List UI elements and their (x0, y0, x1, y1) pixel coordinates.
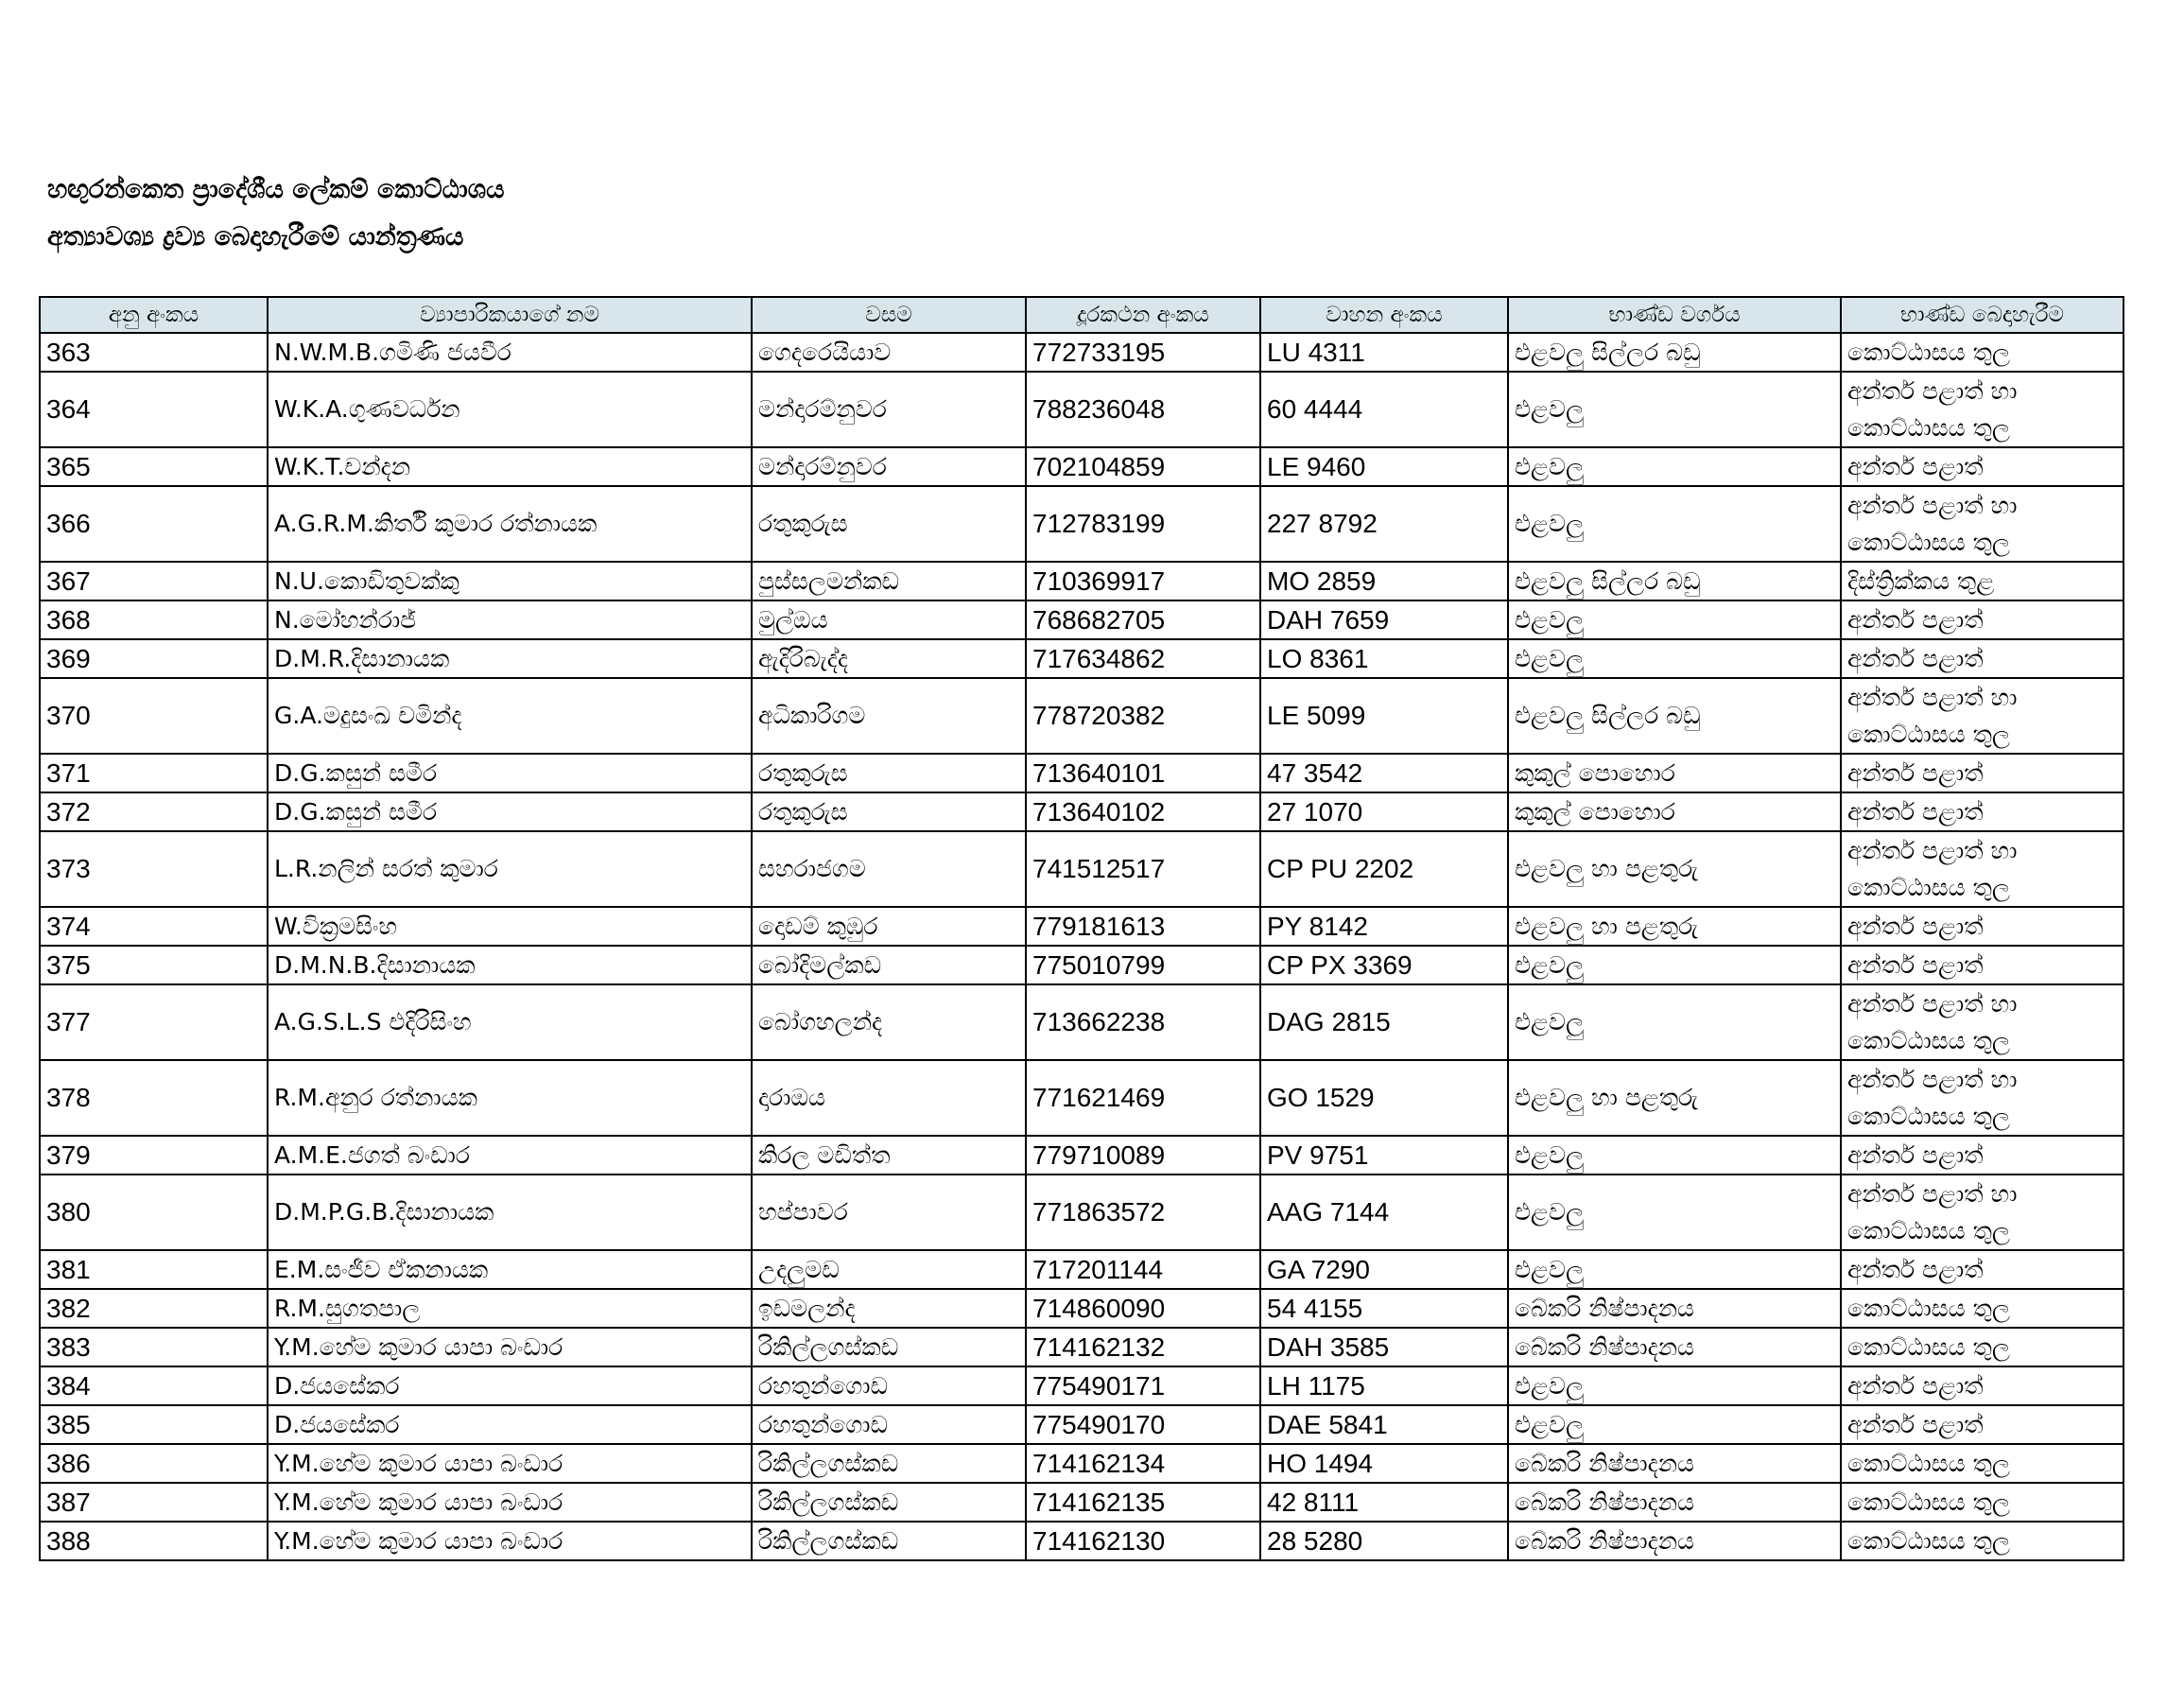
phone-cell: 714162130 (1026, 1522, 1260, 1560)
table-row (40, 372, 2123, 447)
table-row (40, 1289, 2123, 1328)
column-header-trader-name: ව්‍යාපාරිකයාගේ නම (268, 297, 752, 333)
table-header (40, 297, 2123, 333)
table-row (40, 1136, 2123, 1175)
vehicle-cell: CP PU 2202 (1260, 831, 1508, 907)
goods-type-cell: එළවලු (1508, 486, 1841, 562)
area-cell: සහරාජගම (752, 831, 1026, 907)
goods-type-cell: කුකුල් පොහොර (1508, 754, 1841, 792)
distribution-line: අන්තර් පළාත් හා (1847, 1180, 2018, 1208)
area-cell: උදලුමඩ (752, 1250, 1026, 1289)
area-cell: දොඩම් කුඹුර (752, 907, 1026, 946)
serial-no-cell: 363 (40, 333, 268, 372)
trader-name-cell: N.W.M.B.ගමිණි ජයවීර (268, 333, 752, 372)
distribution-line: කොට්ඨාසය තුල (1847, 1527, 2010, 1555)
trader-name-cell: D.M.P.G.B.දිසානායක (268, 1175, 752, 1250)
phone-cell: 714162135 (1026, 1483, 1260, 1522)
goods-type-cell: බේකරි නිෂ්පාදනය (1508, 1522, 1841, 1560)
phone-cell: 741512517 (1026, 831, 1260, 907)
distribution-cell (1841, 1366, 2123, 1405)
trader-name-cell: Y.M.හේම කුමාර යාපා බංඩාර (268, 1444, 752, 1483)
trader-name-cell: D.M.R.දිසානායක (268, 639, 752, 678)
table-row (40, 333, 2123, 372)
phone-cell: 717201144 (1026, 1250, 1260, 1289)
goods-type-cell: එළවලු (1508, 372, 1841, 447)
trader-name-cell: Y.M.හේම කුමාර යාපා බංඩාර (268, 1483, 752, 1522)
distribution-cell (1841, 984, 2123, 1060)
column-header-serial-no: අනු අංකය (40, 297, 268, 333)
goods-type-cell: එළවලු (1508, 600, 1841, 639)
serial-no-cell: 377 (40, 984, 268, 1060)
serial-no-cell: 374 (40, 907, 268, 946)
trader-name-cell: W.K.A.ගුණවර්ධන (268, 372, 752, 447)
distribution-line: අන්තර් පළාත් හා (1847, 684, 2018, 711)
trader-name-cell: D.M.N.B.දිසානායක (268, 946, 752, 984)
distribution-line: අන්තර් පළාත් හා (1847, 990, 2018, 1018)
table-row (40, 984, 2123, 1060)
serial-no-cell: 368 (40, 600, 268, 639)
vehicle-cell: LH 1175 (1260, 1366, 1508, 1405)
distribution-line: කොට්ඨාසය තුල (1847, 1103, 2010, 1130)
serial-no-cell: 378 (40, 1060, 268, 1136)
distribution-cell (1841, 678, 2123, 754)
serial-no-cell: 370 (40, 678, 268, 754)
table-row (40, 600, 2123, 639)
serial-no-cell: 380 (40, 1175, 268, 1250)
distribution-line: කොට්ඨාසය තුල (1847, 721, 2010, 748)
serial-no-cell: 388 (40, 1522, 268, 1560)
goods-type-cell: එළවලු (1508, 1136, 1841, 1175)
table-row (40, 1175, 2123, 1250)
distribution-line: අන්තර් පළාත් (1847, 1256, 1984, 1283)
trader-name-cell: W.K.T.චන්දන (268, 447, 752, 486)
distribution-line: අන්තර් පළාත් (1847, 453, 1984, 480)
table-body (40, 333, 2123, 1560)
distribution-cell (1841, 1328, 2123, 1366)
area-cell: රිකිල්ලගස්කඩ (752, 1483, 1026, 1522)
distribution-line: කොට්ඨාසය තුල (1847, 874, 2010, 901)
goods-type-cell: එළවලු (1508, 1175, 1841, 1250)
goods-type-cell: එළවලු හා පළතුරු (1508, 907, 1841, 946)
area-cell: දාරාඔය (752, 1060, 1026, 1136)
area-cell: රතුකුරුස (752, 792, 1026, 831)
distribution-line: කොට්ඨාසය තුල (1847, 339, 2010, 366)
phone-cell: 717634862 (1026, 639, 1260, 678)
trader-name-cell: G.A.මදුසංඛ චමින්ද (268, 678, 752, 754)
goods-type-cell: එළවලු සිල්ලර බඩු (1508, 678, 1841, 754)
vehicle-cell: GO 1529 (1260, 1060, 1508, 1136)
serial-no-cell: 365 (40, 447, 268, 486)
table-row (40, 1060, 2123, 1136)
trader-name-cell: D.G.කසුන් සමීර (268, 792, 752, 831)
area-cell: හප්පාවර (752, 1175, 1026, 1250)
area-cell: රිකිල්ලගස්කඩ (752, 1444, 1026, 1483)
distribution-line: අන්තර් පළාත් හා (1847, 492, 2018, 519)
vehicle-cell: HO 1494 (1260, 1444, 1508, 1483)
area-cell: ඉඩමලන්ද (752, 1289, 1026, 1328)
table-row (40, 1366, 2123, 1405)
trader-name-cell: R.M.අනුර රත්නායක (268, 1060, 752, 1136)
distribution-cell (1841, 1250, 2123, 1289)
goods-type-cell: එළවලු (1508, 447, 1841, 486)
vehicle-cell: 42 8111 (1260, 1483, 1508, 1522)
distribution-cell (1841, 639, 2123, 678)
vehicle-cell: DAG 2815 (1260, 984, 1508, 1060)
distribution-cell (1841, 1175, 2123, 1250)
vehicle-cell: 54 4155 (1260, 1289, 1508, 1328)
distribution-cell (1841, 562, 2123, 600)
distribution-cell (1841, 486, 2123, 562)
area-cell: රතුකුරුස (752, 486, 1026, 562)
phone-cell: 714860090 (1026, 1289, 1260, 1328)
area-cell: රහතුන්ගොඩ (752, 1405, 1026, 1444)
distribution-line: කොට්ඨාසය තුල (1847, 1488, 2010, 1516)
vehicle-cell: DAH 7659 (1260, 600, 1508, 639)
phone-cell: 713640102 (1026, 792, 1260, 831)
area-cell: මුල්ඔය (752, 600, 1026, 639)
goods-type-cell: කුකුල් පොහොර (1508, 792, 1841, 831)
distribution-cell (1841, 1405, 2123, 1444)
table-row (40, 1444, 2123, 1483)
distribution-line: කොට්ඨාසය තුල (1847, 1027, 2010, 1054)
serial-no-cell: 371 (40, 754, 268, 792)
serial-no-cell: 386 (40, 1444, 268, 1483)
phone-cell: 775490170 (1026, 1405, 1260, 1444)
table-row (40, 486, 2123, 562)
goods-type-cell: එළවලු (1508, 1250, 1841, 1289)
distribution-line: අන්තර් පළාත් හා (1847, 377, 2018, 405)
phone-cell: 788236048 (1026, 372, 1260, 447)
distribution-cell (1841, 831, 2123, 907)
area-cell: රිකිල්ලගස්කඩ (752, 1328, 1026, 1366)
column-header-goods-type: භාණ්ඩ වර්ගය (1508, 297, 1841, 333)
distribution-line: අන්තර් පළාත් හා (1847, 1066, 2018, 1093)
table-row (40, 1328, 2123, 1366)
vehicle-cell: PY 8142 (1260, 907, 1508, 946)
goods-type-cell: එළවලු (1508, 1366, 1841, 1405)
trader-name-cell: D.ජයසේකර (268, 1366, 752, 1405)
phone-cell: 779181613 (1026, 907, 1260, 946)
phone-cell: 714162132 (1026, 1328, 1260, 1366)
serial-no-cell: 373 (40, 831, 268, 907)
trader-name-cell: L.R.නලින් සරත් කුමාර (268, 831, 752, 907)
goods-type-cell: බේකරි නිෂ්පාදනය (1508, 1289, 1841, 1328)
table-row (40, 562, 2123, 600)
trader-name-cell: A.G.R.M.කිර්ති කුමාර රත්නායක (268, 486, 752, 562)
column-header-area: වසම (752, 297, 1026, 333)
distribution-line: කොට්ඨාසය තුල (1847, 529, 2010, 556)
distribution-cell (1841, 1289, 2123, 1328)
table-row (40, 678, 2123, 754)
trader-name-cell: D.ජයසේකර (268, 1405, 752, 1444)
distribution-line: අන්තර් පළාත් (1847, 606, 1984, 634)
area-cell: පුස්සලමන්කඩ (752, 562, 1026, 600)
table-row (40, 1405, 2123, 1444)
goods-type-cell: බේකරි නිෂ්පාදනය (1508, 1328, 1841, 1366)
phone-cell: 771863572 (1026, 1175, 1260, 1250)
vehicle-cell: LE 9460 (1260, 447, 1508, 486)
phone-cell: 768682705 (1026, 600, 1260, 639)
table-row (40, 946, 2123, 984)
table-row (40, 1250, 2123, 1289)
serial-no-cell: 366 (40, 486, 268, 562)
distribution-cell (1841, 754, 2123, 792)
area-cell: ඇදිරිබැද්ද (752, 639, 1026, 678)
vehicle-cell: LE 5099 (1260, 678, 1508, 754)
phone-cell: 713662238 (1026, 984, 1260, 1060)
table-row (40, 907, 2123, 946)
phone-cell: 713640101 (1026, 754, 1260, 792)
trader-name-cell: N.U.කොඩිතුවක්කු (268, 562, 752, 600)
goods-type-cell: එළවලු සිල්ලර බඩු (1508, 562, 1841, 600)
goods-type-cell: එළවලු (1508, 984, 1841, 1060)
distribution-line: කොට්ඨාසය තුල (1847, 1450, 2010, 1477)
trader-name-cell: D.G.කසුන් සමීර (268, 754, 752, 792)
phone-cell: 771621469 (1026, 1060, 1260, 1136)
serial-no-cell: 379 (40, 1136, 268, 1175)
distribution-cell (1841, 1483, 2123, 1522)
phone-cell: 714162134 (1026, 1444, 1260, 1483)
distribution-line: අන්තර් පළාත් (1847, 913, 1984, 940)
area-cell: අධිකාරිගම (752, 678, 1026, 754)
serial-no-cell: 383 (40, 1328, 268, 1366)
goods-type-cell: එළවලු (1508, 1405, 1841, 1444)
area-cell: කිරල මඩිත්ත (752, 1136, 1026, 1175)
table-row (40, 754, 2123, 792)
distribution-cell (1841, 600, 2123, 639)
distribution-cell (1841, 1060, 2123, 1136)
area-cell: බෝදිමල්කඩ (752, 946, 1026, 984)
vehicle-cell: GA 7290 (1260, 1250, 1508, 1289)
phone-cell: 710369917 (1026, 562, 1260, 600)
distribution-line: අන්තර් පළාත් (1847, 1372, 1984, 1400)
phone-cell: 772733195 (1026, 333, 1260, 372)
distribution-cell (1841, 1136, 2123, 1175)
table-row (40, 447, 2123, 486)
vehicle-cell: 27 1070 (1260, 792, 1508, 831)
serial-no-cell: 381 (40, 1250, 268, 1289)
area-cell: රිකිල්ලගස්කඩ (752, 1522, 1026, 1560)
serial-no-cell: 382 (40, 1289, 268, 1328)
phone-cell: 778720382 (1026, 678, 1260, 754)
trader-name-cell: Y.M.හේම කුමාර යාපා බංඩාර (268, 1328, 752, 1366)
column-header-phone: දූරකථන අංකය (1026, 297, 1260, 333)
distribution-line: අන්තර් පළාත් හා (1847, 837, 2018, 864)
distribution-cell (1841, 372, 2123, 447)
area-cell: රතුකුරුස (752, 754, 1026, 792)
phone-cell: 775490171 (1026, 1366, 1260, 1405)
trader-name-cell: E.M.සංජීව ඒකනායක (268, 1250, 752, 1289)
table-row (40, 831, 2123, 907)
distribution-cell (1841, 792, 2123, 831)
area-cell: රහතුන්ගොඩ (752, 1366, 1026, 1405)
vehicle-cell: PV 9751 (1260, 1136, 1508, 1175)
vehicle-cell: AAG 7144 (1260, 1175, 1508, 1250)
goods-type-cell: එළවලු හා පළතුරු (1508, 1060, 1841, 1136)
area-cell: බෝගහලන්ද (752, 984, 1026, 1060)
distribution-cell (1841, 1444, 2123, 1483)
area-cell: මන්දාරම්නුවර (752, 372, 1026, 447)
vehicle-cell: LU 4311 (1260, 333, 1508, 372)
area-cell: ගෙදරෙයියාව (752, 333, 1026, 372)
distribution-cell (1841, 1522, 2123, 1560)
distribution-line: කොට්ඨාසය තුල (1847, 414, 2010, 442)
office-title: හඟුරන්කෙත ප්‍රාදේශීය ලේකම් කොට්ඨාශය (47, 175, 505, 204)
table-row (40, 1522, 2123, 1560)
table-row (40, 639, 2123, 678)
vehicle-cell: DAH 3585 (1260, 1328, 1508, 1366)
phone-cell: 702104859 (1026, 447, 1260, 486)
serial-no-cell: 375 (40, 946, 268, 984)
phone-cell: 712783199 (1026, 486, 1260, 562)
distribution-line: අන්තර් පළාත් (1847, 798, 1984, 826)
goods-type-cell: බේකරි නිෂ්පාදනය (1508, 1444, 1841, 1483)
distribution-cell (1841, 907, 2123, 946)
vehicle-cell: LO 8361 (1260, 639, 1508, 678)
area-cell: මන්දාරම්නුවර (752, 447, 1026, 486)
serial-no-cell: 367 (40, 562, 268, 600)
serial-no-cell: 387 (40, 1483, 268, 1522)
distribution-line: කොට්ඨාසය තුල (1847, 1333, 2010, 1361)
vehicle-cell: 28 5280 (1260, 1522, 1508, 1560)
trader-name-cell: N.මෝහන්රාජ් (268, 600, 752, 639)
serial-no-cell: 364 (40, 372, 268, 447)
trader-name-cell: W.වික්‍රමසිංහ (268, 907, 752, 946)
vehicle-cell: 227 8792 (1260, 486, 1508, 562)
trader-name-cell: R.M.සුගතපාල (268, 1289, 752, 1328)
table-row (40, 792, 2123, 831)
serial-no-cell: 369 (40, 639, 268, 678)
distribution-table (39, 296, 2124, 1561)
distribution-line: කොට්ඨාසය තුල (1847, 1295, 2010, 1322)
goods-type-cell: එළවලු සිල්ලර බඩු (1508, 333, 1841, 372)
distribution-line: අන්තර් පළාත් (1847, 951, 1984, 979)
distribution-line: දිස්ත්‍රික්කය තුළ (1847, 567, 1995, 595)
distribution-line: අන්තර් පළාත් (1847, 759, 1984, 787)
vehicle-cell: 60 4444 (1260, 372, 1508, 447)
document-title: අත්‍යාවශ්‍ය ද්‍රව්‍ය බෙදාහැරීමේ යාන්ත්‍රණය (47, 222, 464, 252)
goods-type-cell: එළවලු (1508, 946, 1841, 984)
table-row (40, 1483, 2123, 1522)
column-header-distribution: භාණ්ඩ බෙදාහැරීම (1841, 297, 2123, 333)
vehicle-cell: 47 3542 (1260, 754, 1508, 792)
goods-type-cell: බේකරි නිෂ්පාදනය (1508, 1483, 1841, 1522)
goods-type-cell: එළවලු හා පළතුරු (1508, 831, 1841, 907)
distribution-cell (1841, 333, 2123, 372)
trader-name-cell: A.G.S.L.S එදිරිසිංහ (268, 984, 752, 1060)
distribution-cell (1841, 447, 2123, 486)
serial-no-cell: 384 (40, 1366, 268, 1405)
serial-no-cell: 385 (40, 1405, 268, 1444)
distribution-line: අන්තර් පළාත් (1847, 645, 1984, 672)
vehicle-cell: MO 2859 (1260, 562, 1508, 600)
document-header (47, 166, 505, 261)
column-header-vehicle: වාහන අංකය (1260, 297, 1508, 333)
trader-name-cell: A.M.E.ජගත් බංඩාර (268, 1136, 752, 1175)
vehicle-cell: DAE 5841 (1260, 1405, 1508, 1444)
distribution-line: අන්තර් පළාත් (1847, 1411, 1984, 1438)
goods-type-cell: එළවලු (1508, 639, 1841, 678)
trader-name-cell: Y.M.හේම කුමාර යාපා බංඩාර (268, 1522, 752, 1560)
serial-no-cell: 372 (40, 792, 268, 831)
header-row (40, 297, 2123, 333)
distribution-line: කොට්ඨාසය තුල (1847, 1217, 2010, 1244)
phone-cell: 779710089 (1026, 1136, 1260, 1175)
distribution-line: අන්තර් පළාත් (1847, 1141, 1984, 1169)
distribution-cell (1841, 946, 2123, 984)
phone-cell: 775010799 (1026, 946, 1260, 984)
vehicle-cell: CP PX 3369 (1260, 946, 1508, 984)
